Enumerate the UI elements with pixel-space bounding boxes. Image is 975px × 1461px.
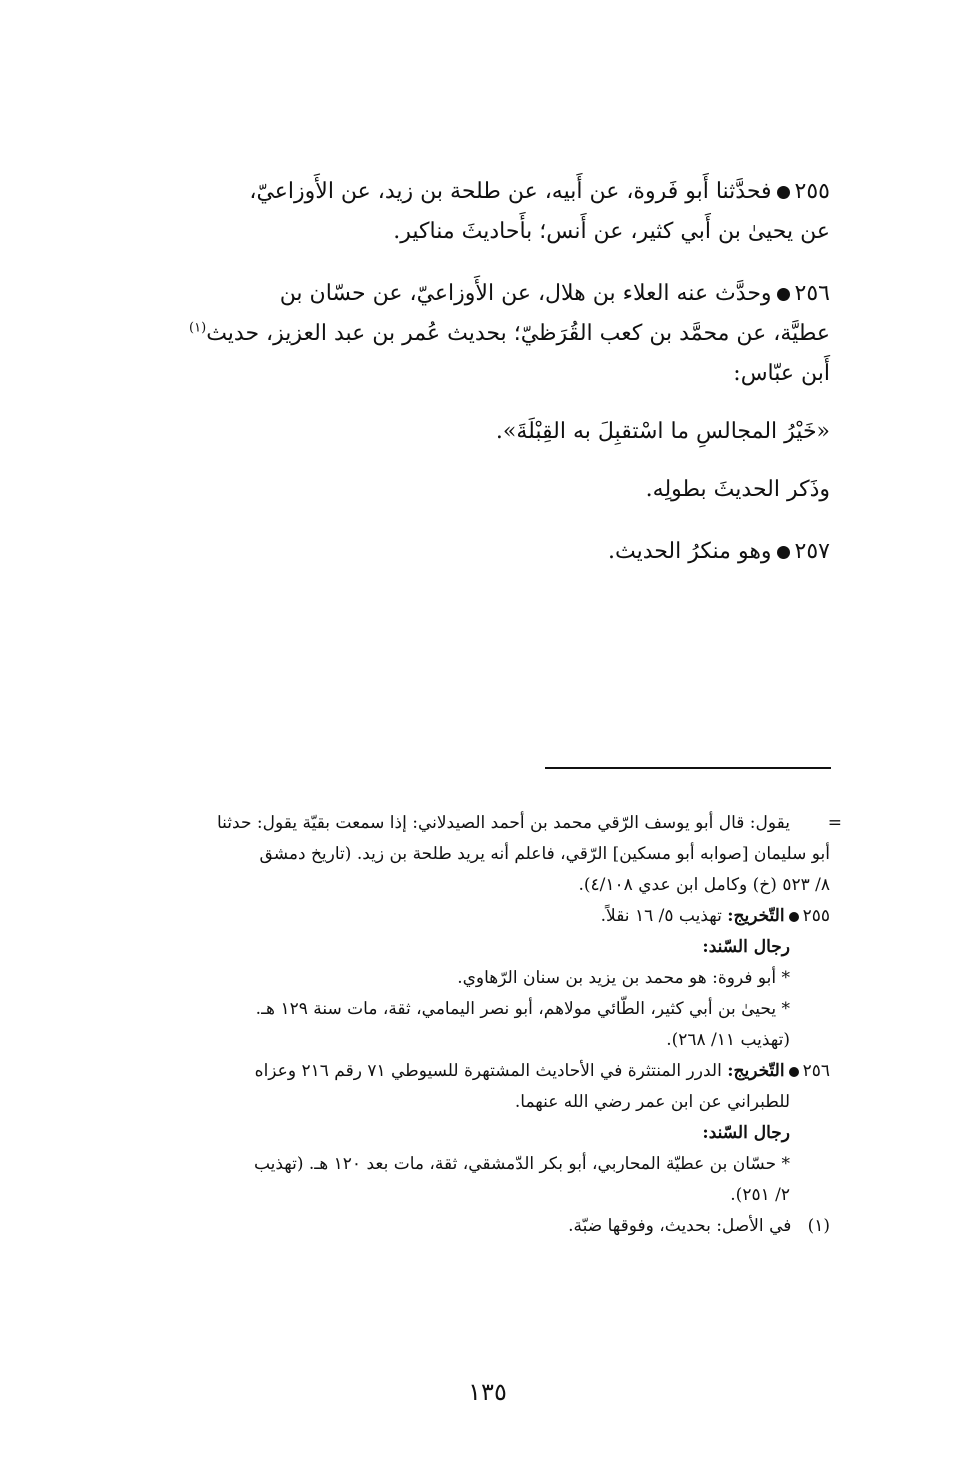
note-256-item-1-line-2: ٢/ ٢٥١). <box>730 1185 790 1205</box>
hadith-text: عطيَّة، عن محمَّد بن كعب القُرَظيّ؛ بحديث عُمر بن عبد العزيز، حديث <box>206 321 830 346</box>
note-255-item-1: * أبو فروة: هو محمد بن يزيد بن سنان الرّهاوي. <box>457 968 790 988</box>
footnote-text: في الأصل: بحديث، وفوقها ضبّة. <box>568 1216 792 1236</box>
hadith-quote: «خَيْرُ المجالسِ ما اسْتقبِلَ به القِبْلَةَ». <box>495 419 830 444</box>
takhrij-text: الدرر المنتثرة في الأحاديث المشتهرة للسيوطي ٧١ رقم ٢١٦ وعزاه <box>254 1061 722 1081</box>
footnote-1 <box>128 1211 830 1242</box>
bullet-dot-icon <box>789 1067 799 1077</box>
note-number: ٢٥٦ <box>802 1061 830 1081</box>
hadith-257-line <box>128 532 830 572</box>
note-number: ٢٥٥ <box>802 906 830 926</box>
note-256-takhrij-line-1 <box>128 1056 830 1087</box>
hadith-number: ٢٥٥ <box>794 179 830 204</box>
main-text <box>128 172 830 594</box>
note-255-item-2-line-2: (تهذيب ١١/ ٢٦٨). <box>666 1030 790 1050</box>
hadith-after-quote: وذَكر الحديثَ بطولِه. <box>645 477 830 502</box>
hadith-256 <box>128 274 830 510</box>
footnotes <box>128 808 830 1242</box>
hadith-256-line-1 <box>128 274 830 314</box>
hadith-text: وهو منكرُ الحديث. <box>607 539 772 564</box>
bullet-dot-icon <box>777 186 790 199</box>
bullet-dot-icon <box>777 288 790 301</box>
hadith-255 <box>128 172 830 252</box>
note-255-item-2-line-1: * يحيىٰ بن أبي كثير، الطّائي مولاهم، أبو نصر اليمامي، ثقة، مات سنة ١٢٩ هـ. <box>255 999 790 1019</box>
hadith-text: فحدَّثنا أَبو فَروة، عن أَبيه، عن طلحة بن زيد، عن الأَوزاعيّ، <box>249 179 772 204</box>
hadith-number: ٢٥٧ <box>794 539 830 564</box>
hadith-255-line-1 <box>128 172 830 212</box>
bullet-dot-icon <box>789 912 799 922</box>
rijal-label: رجال السّند: <box>702 1123 790 1143</box>
note-255-takhrij <box>128 901 830 932</box>
note-continuation-line-2: أبو سليمان [صوابه أبو مسكين] الرّقي، فاعلم أنه يريد طلحة بن زيد. (تاريخ دمشق <box>259 844 830 864</box>
hadith-number: ٢٥٦ <box>794 281 830 306</box>
footnote-number: (١) <box>807 1216 830 1236</box>
note-continuation-line-3: ٨/ ٥٢٣ (خ) وكامل ابن عدي ٤/١٠٨). <box>578 875 830 895</box>
hadith-text: وحدَّث عنه العلاء بن هلال، عن الأَوزاعيّ، عن حسّان بن <box>279 281 772 306</box>
page-number: ١٣٥ <box>468 1378 507 1406</box>
takhrij-text: تهذيب ٥/ ١٦ نقلاً. <box>600 906 722 926</box>
note-256-item-1-line-1: * حسّان بن عطيّة المحاربي، أبو بكر الدّمشقي، ثقة، مات بعد ١٢٠ هـ. (تهذيب <box>253 1154 790 1174</box>
note-continuation-line-1: يقول: قال أبو يوسف الرّقي محمد بن أحمد الصيدلاني: إذا سمعت بقيّة يقول: حدثنا <box>216 813 790 833</box>
continuation-mark: = <box>827 813 842 833</box>
hadith-256-line-2 <box>128 314 830 354</box>
footnote-separator-rule <box>545 767 831 769</box>
takhrij-label: التّخريج: <box>727 906 785 926</box>
hadith-256-line-3: أَبن عبّاس: <box>733 361 830 386</box>
rijal-label: رجال السّند: <box>702 937 790 957</box>
footnote-reference[interactable]: (١) <box>189 320 207 336</box>
hadith-255-line-2: عن يحيىٰ بن أَبي كثير، عن أَنس؛ بأَحاديثَ مناكير. <box>393 219 830 244</box>
note-256-takhrij-line-2: للطبراني عن ابن عمر رضي الله عنهما. <box>514 1092 790 1112</box>
takhrij-label: التّخريج: <box>727 1061 785 1081</box>
bullet-dot-icon <box>777 546 790 559</box>
hadith-257 <box>128 532 830 572</box>
